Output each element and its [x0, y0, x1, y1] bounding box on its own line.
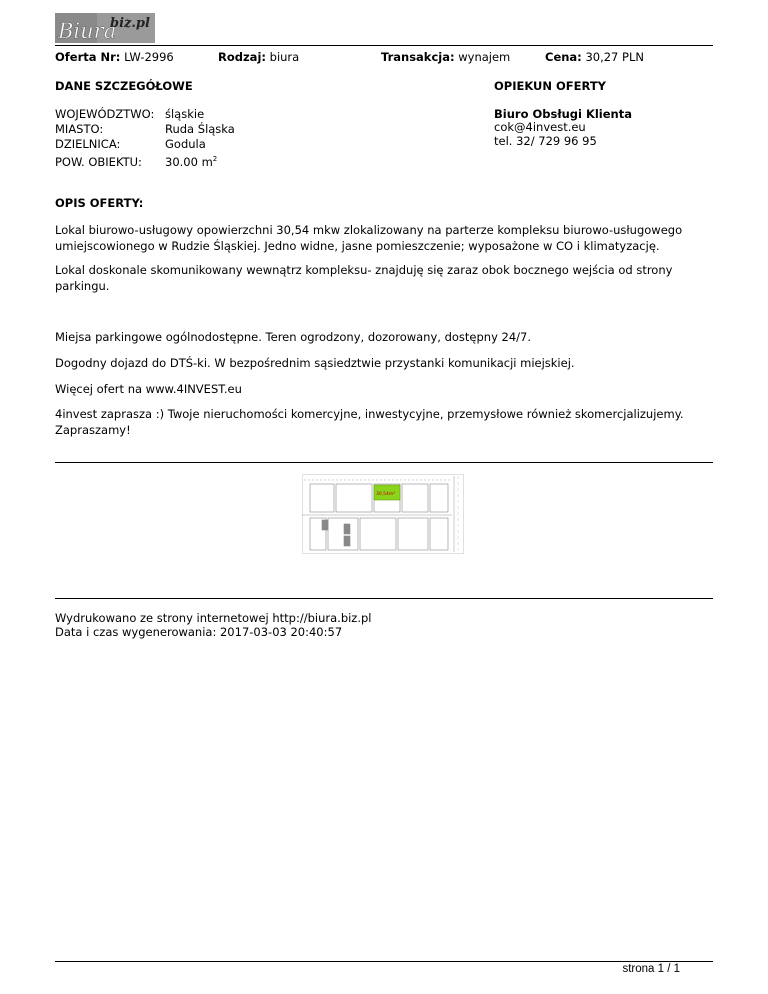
paragraph-text: Lokal doskonale skomunikowany wewnątrz kompleksu- znajduję się zaraz obok bocznego wejścia od strony parkingu.	[55, 263, 673, 293]
offer-transaction-value: wynajem	[458, 50, 511, 64]
detail-key: MIASTO:	[55, 122, 104, 136]
detail-key: POW. OBIEKTU:	[55, 154, 142, 169]
offer-transaction-label: Transakcja:	[381, 50, 455, 64]
detail-value: 30.00 m	[165, 154, 213, 169]
paragraph-text: Miejsa parkingowe ogólnodostępne. Teren ogrodzony, dozorowany, dostępny 24/7.	[55, 330, 532, 344]
description-paragraph-5	[55, 382, 715, 398]
detail-row-area	[55, 152, 217, 167]
paragraph-text: Dogodny dojazd do DTŚ-ki. W bezpośrednim sąsiedztwie przystanki komunikacji miejskiej.	[55, 356, 575, 370]
offer-price-label: Cena:	[545, 50, 582, 64]
contact-name: Biuro Obsługi Klienta	[494, 107, 632, 121]
paragraph-text: 4invest zaprasza :) Twoje nieruchomości komercyjne, inwestycyjne, przemysłowe również skomercjalizujemy. Zapraszamy!	[55, 407, 684, 437]
logo-domain: biz.pl	[110, 16, 150, 31]
divider-top	[55, 462, 713, 463]
offer-transaction	[381, 50, 510, 64]
biura-logo	[55, 13, 155, 43]
page-bottom-rule	[55, 961, 713, 962]
offer-price-value: 30,27 PLN	[585, 50, 644, 64]
details-title: DANE SZCZEGÓŁOWE	[55, 79, 193, 93]
highlighted-unit-label: 30,54m²	[376, 492, 396, 497]
floor-plan-image	[302, 474, 464, 554]
paragraph-text: Lokal biurowo-usługowy opowierzchni 30,54 mkw zlokalizowany na parterze kompleksu biurowo-usługowego umiejscowionego w Rudzie Śląskiej. Jedno widne, jasne pomieszczenie; wyposażone w CO i klimatyzację.	[55, 223, 683, 253]
generated-datetime: Data i czas wygenerowania: 2017-03-03 20:40:57	[55, 625, 343, 639]
offer-number-value: LW-2996	[124, 50, 174, 64]
offer-number	[55, 50, 174, 64]
detail-key: DZIELNICA:	[55, 137, 121, 151]
paragraph-text: Więcej ofert na www.4INVEST.eu	[55, 382, 242, 396]
header-rule	[55, 45, 713, 46]
description-paragraph-1	[55, 223, 715, 254]
logo-word: Biura	[58, 19, 117, 43]
detail-row-voivodeship	[55, 107, 204, 122]
contact-phone: tel. 32/ 729 96 95	[494, 134, 597, 148]
detail-value: Ruda Śląska	[165, 122, 235, 136]
contact-email[interactable]: cok@4invest.eu	[494, 120, 586, 134]
offer-kind	[218, 50, 299, 64]
detail-value: Godula	[165, 137, 206, 151]
detail-row-district	[55, 137, 206, 152]
page-number: strona 1 / 1	[622, 963, 680, 975]
detail-value: śląskie	[165, 107, 205, 121]
description-paragraph-4	[55, 356, 715, 372]
contact-title: OPIEKUN OFERTY	[494, 79, 607, 93]
detail-key: WOJEWÓDZTWO:	[55, 107, 155, 121]
offer-kind-label: Rodzaj:	[218, 50, 266, 64]
description-title: OPIS OFERTY:	[55, 196, 144, 210]
detail-row-city	[55, 122, 235, 137]
offer-kind-value: biura	[269, 50, 300, 64]
offer-price	[545, 50, 644, 64]
description-paragraph-2	[55, 263, 715, 294]
offer-number-label: Oferta Nr:	[55, 50, 121, 64]
description-paragraph-6	[55, 407, 715, 438]
divider-bottom	[55, 598, 713, 599]
description-paragraph-3	[55, 330, 715, 346]
printed-from: Wydrukowano ze strony internetowej http://biura.biz.pl	[55, 611, 372, 625]
area-unit-superscript: 2	[212, 155, 218, 163]
